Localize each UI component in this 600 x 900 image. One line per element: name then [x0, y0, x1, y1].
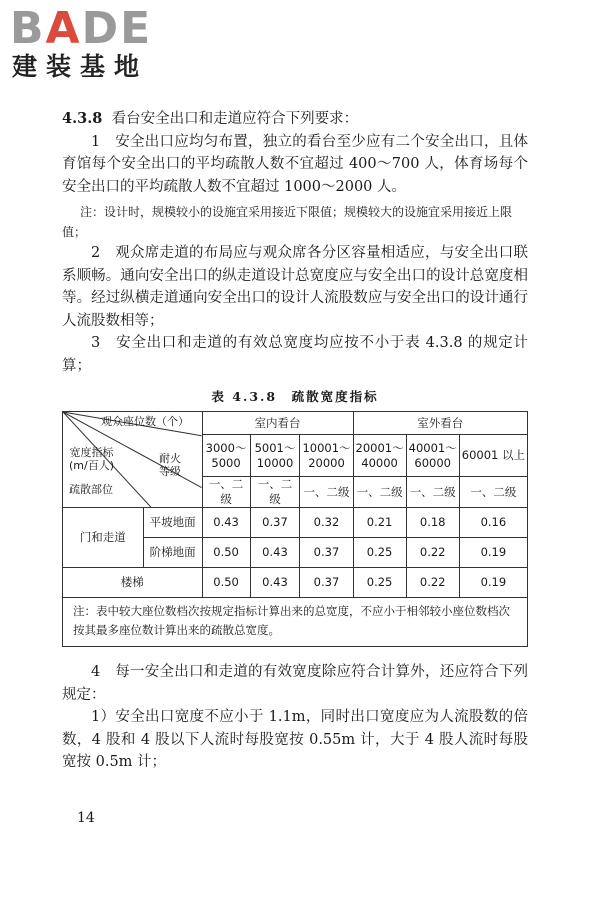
table-cell: 0.50 — [202, 538, 250, 568]
logo — [10, 3, 180, 82]
table-cell: 0.43 — [202, 508, 250, 538]
range-header: 40001～ 60000 — [406, 435, 459, 477]
table-cell: 0.32 — [300, 508, 353, 538]
sub-item-1: 1）安全出口宽度不应小于 1.1m，同时出口宽度应为人流股数的倍数，4 股和 4 股以下人流时每股宽按 0.55m 计，大于 4 股人流时每股宽按 0.5m 计； — [62, 709, 528, 770]
table-cell: 0.25 — [353, 568, 406, 598]
row-label: 平坡地面 — [143, 508, 202, 538]
range-header: 5001～ 10000 — [250, 435, 300, 477]
table-cell: 0.37 — [250, 508, 300, 538]
table-cell: 0.37 — [300, 568, 353, 598]
item-3: 3 安全出口和走道的有效总宽度均应按不小于表 4.3.8 的规定计算； — [62, 335, 528, 374]
grade-header: 一、二级 — [459, 477, 527, 508]
section-heading-text: 看台安全出口和走道应符合下列要求： — [111, 111, 359, 127]
corner-top-label: 观众座位数（个） — [101, 415, 189, 428]
table-note: 注：表中较大座位数档次按规定指标计算出来的总宽度，不应小于相邻较小座位数档次按其最多座位数计算出来的疏散总宽度。 — [62, 598, 528, 647]
item-4: 4 每一安全出口和走道的有效宽度除应符合计算外，还应符合下列规定： — [62, 664, 528, 703]
evacuation-width-table — [62, 411, 528, 598]
grade-header: 一、二级 — [250, 477, 300, 508]
table-cell: 0.19 — [459, 568, 527, 598]
table-cell: 0.19 — [459, 538, 527, 568]
table-cell: 0.37 — [300, 538, 353, 568]
corner-left-label: 宽度指标 (m/百人) — [69, 446, 115, 472]
table-cell: 0.25 — [353, 538, 406, 568]
group-outdoor: 室外看台 — [353, 412, 527, 435]
logo-brand: BADE — [10, 3, 153, 54]
table-cell: 0.50 — [202, 568, 250, 598]
item-1: 1 安全出口应均匀布置，独立的看台至少应有二个安全出口，且体育馆每个安全出口的平均疏散人数不宜超过 400～700 人，体育场每个安全出口的平均疏散人数不宜超过 1000～2000 人。 — [62, 133, 528, 195]
table-cell: 0.22 — [406, 538, 459, 568]
group-indoor: 室内看台 — [202, 412, 353, 435]
table-cell: 0.18 — [406, 508, 459, 538]
logo-subtitle: 建装基地 — [12, 52, 149, 81]
range-header: 3000～ 5000 — [202, 435, 250, 477]
table-title: 表 4.3.8 疏散宽度指标 — [211, 389, 379, 404]
table-cell: 0.16 — [459, 508, 527, 538]
section-number: 4.3.8 — [62, 110, 103, 127]
range-header: 10001～ 20000 — [300, 435, 353, 477]
table-cell: 0.21 — [353, 508, 406, 538]
grade-header: 一、二级 — [300, 477, 353, 508]
table-cell: 0.43 — [250, 538, 300, 568]
grade-header: 一、二级 — [353, 477, 406, 508]
grade-header: 一、二级 — [202, 477, 250, 508]
table-cell: 0.22 — [406, 568, 459, 598]
range-header: 20001～ 40000 — [353, 435, 406, 477]
row-group-doors-aisles: 门和走道 — [63, 508, 144, 568]
range-header: 60001 以上 — [459, 435, 527, 477]
page-number: 14 — [77, 810, 95, 826]
section-heading — [62, 108, 528, 131]
document-body — [62, 108, 528, 774]
table-corner-header — [63, 412, 203, 508]
corner-bottom-label: 疏散部位 — [69, 483, 113, 496]
grade-header: 一、二级 — [406, 477, 459, 508]
item-2: 2 观众席走道的布局应与观众席各分区容量相适应，与安全出口联系顺畅。通向安全出口的纵走道设计总宽度应与安全出口的设计总宽度相等。经过纵横走道通向安全出口的设计人流股数应与安全出口的设计通行人流股数相等； — [62, 245, 528, 329]
corner-mid-label: 耐火 等级 — [159, 452, 181, 478]
row-label: 楼梯 — [63, 568, 203, 598]
table-cell: 0.43 — [250, 568, 300, 598]
row-label: 阶梯地面 — [143, 538, 202, 568]
note-1: 注：设计时，规模较小的设施宜采用接近下限值；规模较大的设施宜采用接近上限值； — [62, 205, 513, 239]
